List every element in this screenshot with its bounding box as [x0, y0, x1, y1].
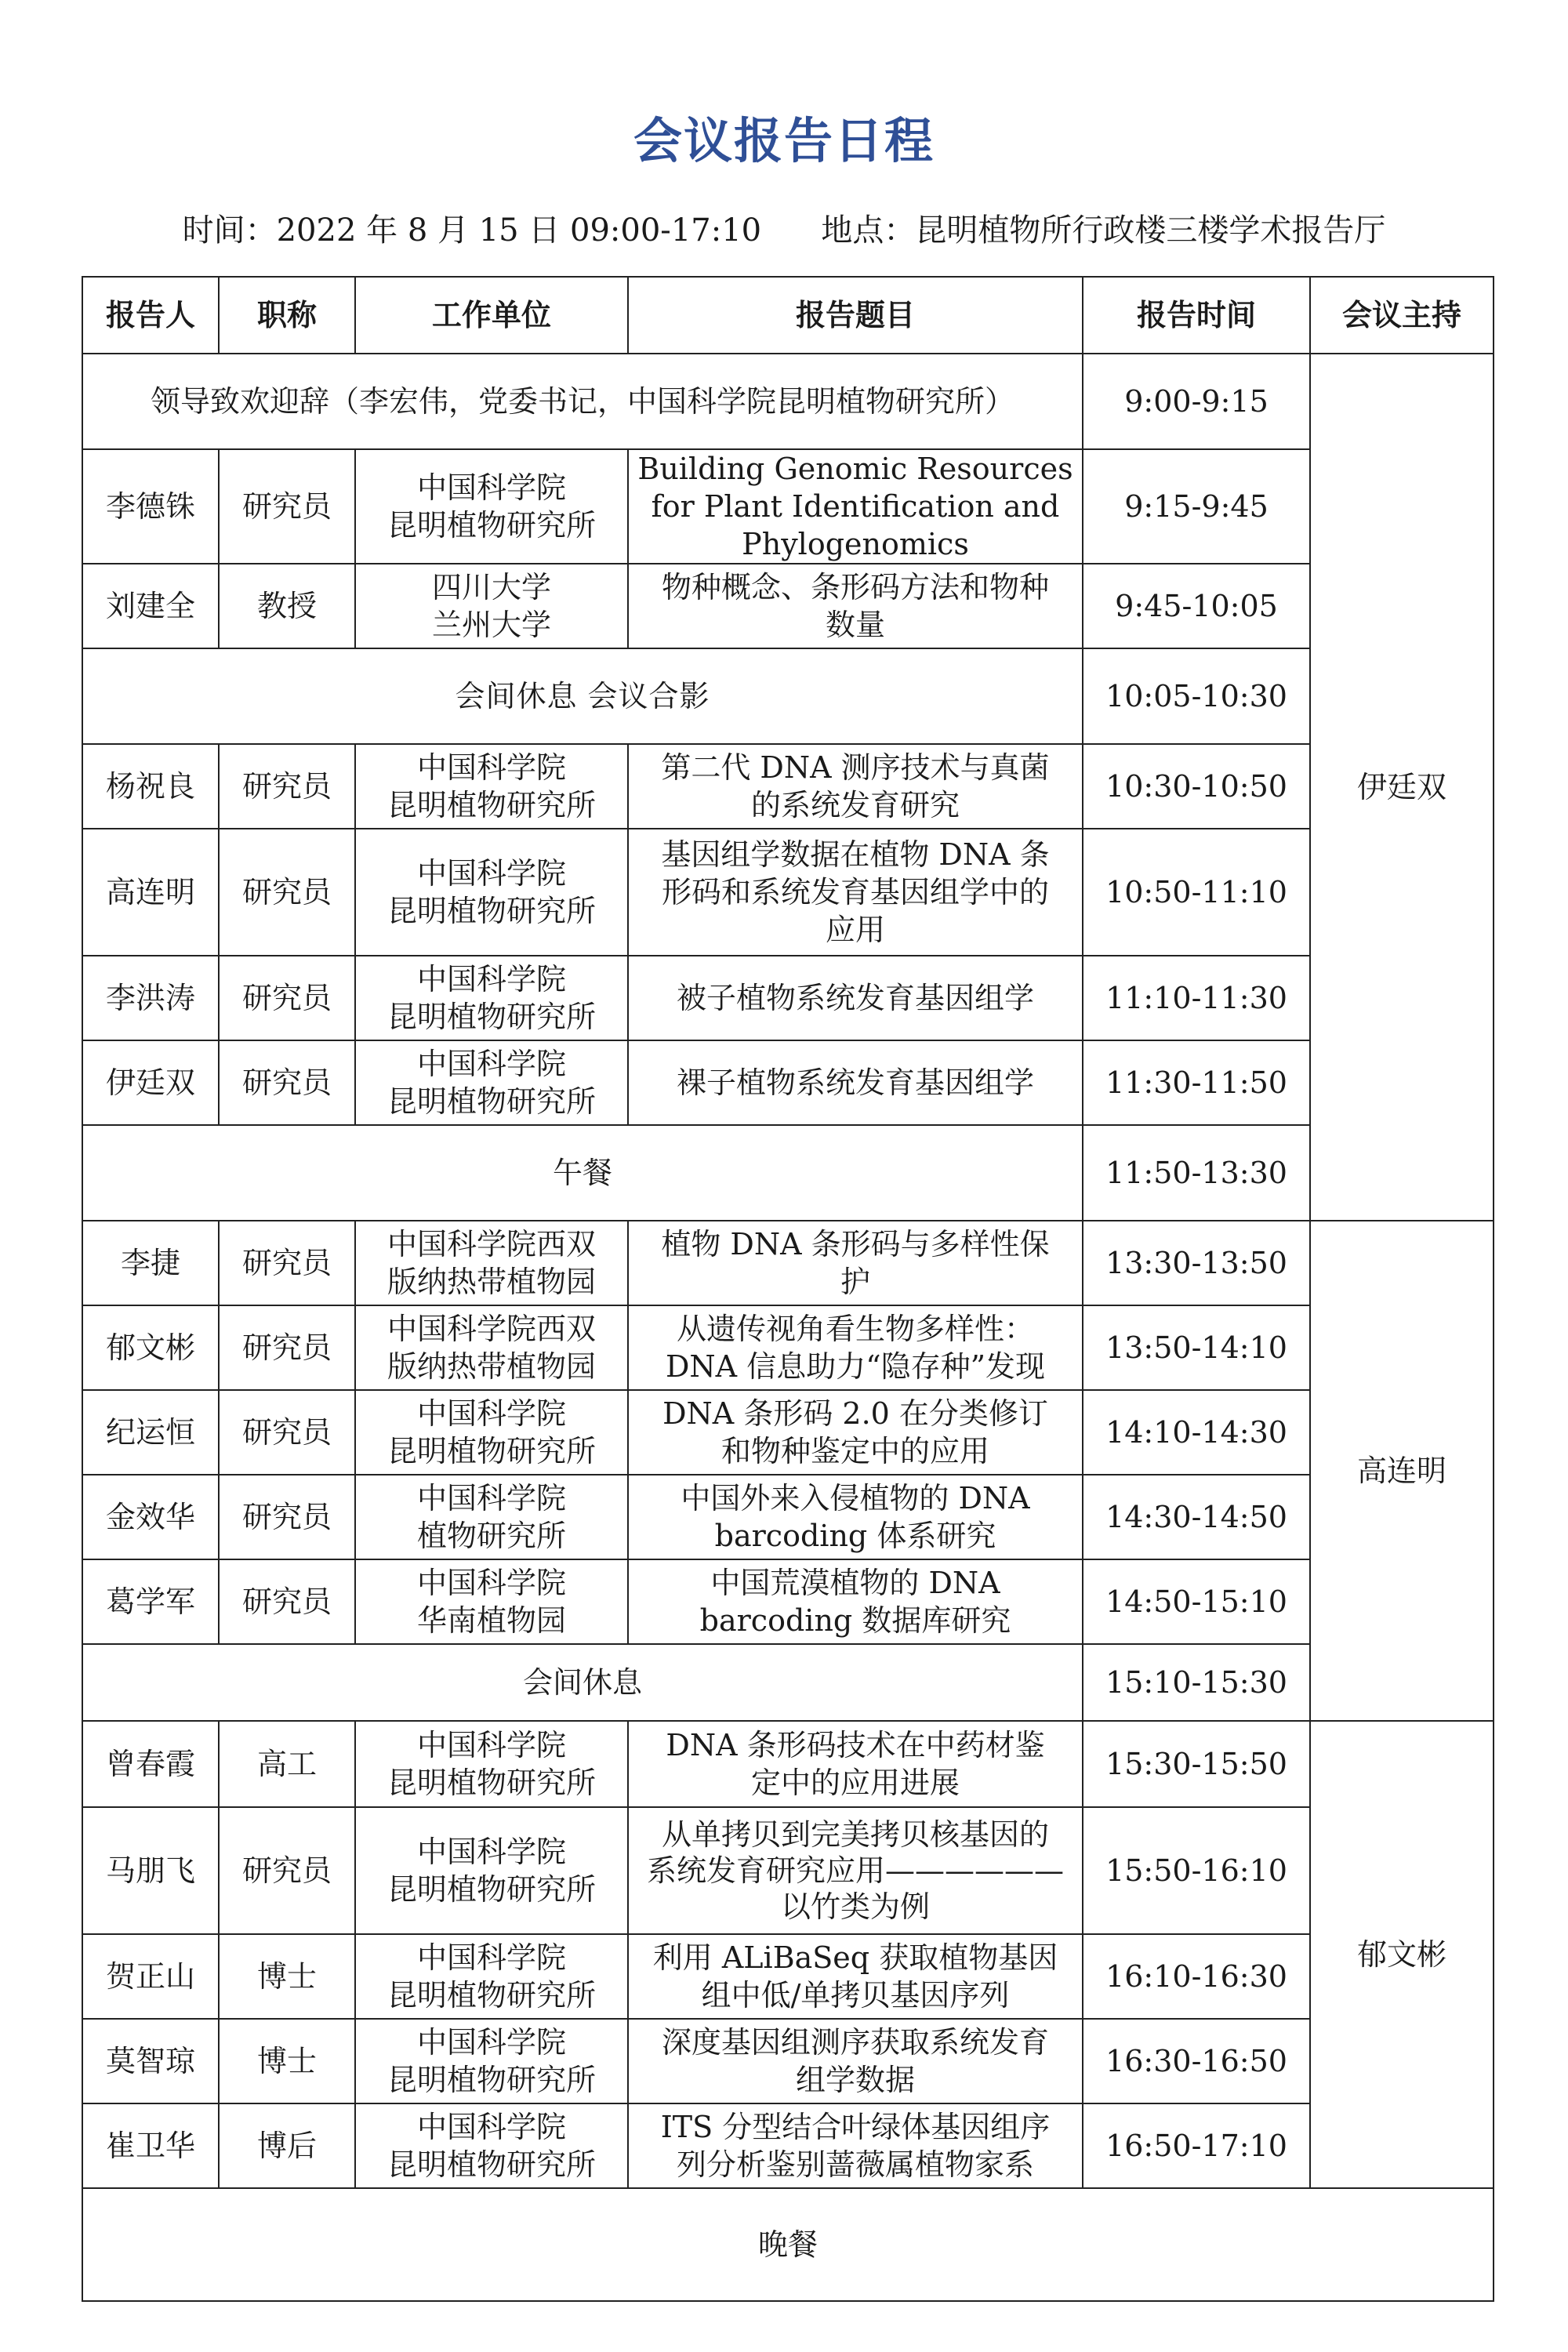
host-cell: 高连明 — [1310, 1221, 1494, 1721]
speaker-title: 研究员 — [219, 1390, 355, 1475]
speaker-org: 中国科学院 昆明植物研究所 — [355, 829, 628, 956]
col-header-speaker: 报告人 — [82, 277, 219, 354]
speaker-name: 贺正山 — [82, 1934, 219, 2019]
report-topic: 第二代 DNA 测序技术与真菌 的系统发育研究 — [628, 744, 1083, 829]
speaker-name: 曾春霞 — [82, 1721, 219, 1807]
table-row — [82, 1807, 1494, 1934]
col-header-topic: 报告题目 — [628, 277, 1083, 354]
table-row — [82, 648, 1494, 744]
report-time: 14:10-14:30 — [1083, 1390, 1310, 1475]
speaker-name: 纪运恒 — [82, 1390, 219, 1475]
table-row — [82, 2188, 1494, 2301]
col-header-org: 工作单位 — [355, 277, 628, 354]
speaker-title: 研究员 — [219, 744, 355, 829]
speaker-org: 中国科学院 昆明植物研究所 — [355, 744, 628, 829]
speaker-title: 研究员 — [219, 1305, 355, 1390]
speaker-org: 中国科学院 昆明植物研究所 — [355, 1040, 628, 1125]
speaker-org: 中国科学院 华南植物园 — [355, 1559, 628, 1644]
time-value: 2022 年 8 月 15 日 09:00-17:10 — [276, 212, 762, 249]
report-time: 10:50-11:10 — [1083, 829, 1310, 956]
speaker-title: 高工 — [219, 1721, 355, 1807]
report-time: 9:15-9:45 — [1083, 449, 1310, 564]
speaker-name: 李捷 — [82, 1221, 219, 1305]
speaker-org: 中国科学院 昆明植物研究所 — [355, 1721, 628, 1807]
report-topic: 利用 ALiBaSeq 获取植物基因 组中低/单拷贝基因序列 — [628, 1934, 1083, 2019]
speaker-title: 研究员 — [219, 1475, 355, 1559]
table-row — [82, 354, 1494, 449]
host-cell: 郁文彬 — [1310, 1721, 1494, 2188]
speaker-org: 中国科学院 昆明植物研究所 — [355, 1807, 628, 1934]
table-row — [82, 2103, 1494, 2188]
speaker-title: 研究员 — [219, 449, 355, 564]
report-time: 15:30-15:50 — [1083, 1721, 1310, 1807]
speaker-org: 中国科学院 昆明植物研究所 — [355, 449, 628, 564]
report-time: 14:30-14:50 — [1083, 1475, 1310, 1559]
table-row — [82, 1644, 1494, 1721]
speaker-org: 中国科学院 植物研究所 — [355, 1475, 628, 1559]
speaker-name: 高连明 — [82, 829, 219, 956]
col-header-title: 职称 — [219, 277, 355, 354]
speaker-name: 马朋飞 — [82, 1807, 219, 1934]
host-cell: 伊廷双 — [1310, 354, 1494, 1221]
report-time: 16:50-17:10 — [1083, 2103, 1310, 2188]
report-topic: 基因组学数据在植物 DNA 条 形码和系统发育基因组学中的 应用 — [628, 829, 1083, 956]
speaker-name: 李德铢 — [82, 449, 219, 564]
header-row — [82, 277, 1494, 354]
speaker-org: 中国科学院 昆明植物研究所 — [355, 2103, 628, 2188]
report-time: 10:05-10:30 — [1083, 648, 1310, 744]
table-row — [82, 449, 1494, 564]
speaker-title: 博士 — [219, 1934, 355, 2019]
report-time: 15:10-15:30 — [1083, 1644, 1310, 1721]
table-row — [82, 1221, 1494, 1305]
break-label: 会间休息 会议合影 — [82, 648, 1083, 744]
speaker-name: 崔卫华 — [82, 2103, 219, 2188]
report-time: 11:50-13:30 — [1083, 1125, 1310, 1221]
speaker-name: 莫智琼 — [82, 2019, 219, 2103]
report-topic: 中国外来入侵植物的 DNA barcoding 体系研究 — [628, 1475, 1083, 1559]
report-topic: 植物 DNA 条形码与多样性保 护 — [628, 1221, 1083, 1305]
report-time: 11:30-11:50 — [1083, 1040, 1310, 1125]
col-header-host: 会议主持 — [1310, 277, 1494, 354]
table-row — [82, 564, 1494, 648]
speaker-title: 研究员 — [219, 1807, 355, 1934]
report-time: 11:10-11:30 — [1083, 956, 1310, 1040]
report-topic: ITS 分型结合叶绿体基因组序 列分析鉴别蔷薇属植物家系 — [628, 2103, 1083, 2188]
report-topic: 中国荒漠植物的 DNA barcoding 数据库研究 — [628, 1559, 1083, 1644]
table-row — [82, 744, 1494, 829]
speaker-name: 金效华 — [82, 1475, 219, 1559]
table-row — [82, 1475, 1494, 1559]
speaker-org: 中国科学院 昆明植物研究所 — [355, 956, 628, 1040]
lunch-label: 午餐 — [82, 1125, 1083, 1221]
speaker-name: 葛学军 — [82, 1559, 219, 1644]
speaker-title: 研究员 — [219, 1221, 355, 1305]
report-time: 15:50-16:10 — [1083, 1807, 1310, 1934]
report-time: 16:30-16:50 — [1083, 2019, 1310, 2103]
report-time: 9:45-10:05 — [1083, 564, 1310, 648]
time-label: 时间： — [182, 212, 277, 249]
speaker-title: 教授 — [219, 564, 355, 648]
table-row — [82, 1040, 1494, 1125]
place-label: 地点： — [821, 212, 916, 249]
report-topic: 从遗传视角看生物多样性： DNA 信息助力“隐存种”发现 — [628, 1305, 1083, 1390]
col-header-time: 报告时间 — [1083, 277, 1310, 354]
table-row — [82, 829, 1494, 956]
speaker-title: 研究员 — [219, 1559, 355, 1644]
speaker-org: 中国科学院西双 版纳热带植物园 — [355, 1221, 628, 1305]
report-time: 14:50-15:10 — [1083, 1559, 1310, 1644]
place-value: 昆明植物所行政楼三楼学术报告厅 — [915, 212, 1386, 249]
speaker-title: 研究员 — [219, 956, 355, 1040]
speaker-title: 研究员 — [219, 829, 355, 956]
report-topic: 从单拷贝到完美拷贝核基因的 系统发育研究应用—————— 以竹类为例 — [628, 1807, 1083, 1934]
report-time: 9:00-9:15 — [1083, 354, 1310, 449]
speaker-org: 中国科学院 昆明植物研究所 — [355, 1390, 628, 1475]
speaker-title: 博后 — [219, 2103, 355, 2188]
page-title: 会议报告日程 — [633, 112, 935, 169]
table-row — [82, 1934, 1494, 2019]
table-row — [82, 1125, 1494, 1221]
speaker-name: 刘建全 — [82, 564, 219, 648]
report-time: 16:10-16:30 — [1083, 1934, 1310, 2019]
report-topic: Building Genomic Resources for Plant Identification and Phylogenomics — [628, 449, 1083, 564]
report-time: 13:50-14:10 — [1083, 1305, 1310, 1390]
welcome-speech: 领导致欢迎辞（李宏伟，党委书记，中国科学院昆明植物研究所） — [82, 354, 1083, 449]
speaker-org: 中国科学院西双 版纳热带植物园 — [355, 1305, 628, 1390]
table-row — [82, 956, 1494, 1040]
report-topic: 裸子植物系统发育基因组学 — [628, 1040, 1083, 1125]
report-time: 13:30-13:50 — [1083, 1221, 1310, 1305]
report-topic: 深度基因组测序获取系统发育 组学数据 — [628, 2019, 1083, 2103]
break-label: 会间休息 — [82, 1644, 1083, 1721]
report-topic: 物种概念、条形码方法和物种 数量 — [628, 564, 1083, 648]
report-topic: DNA 条形码 2.0 在分类修订 和物种鉴定中的应用 — [628, 1390, 1083, 1475]
schedule-table — [82, 276, 1494, 2302]
report-topic: DNA 条形码技术在中药材鉴 定中的应用进展 — [628, 1721, 1083, 1807]
table-row — [82, 1390, 1494, 1475]
speaker-org: 四川大学 兰州大学 — [355, 564, 628, 648]
speaker-org: 中国科学院 昆明植物研究所 — [355, 1934, 628, 2019]
report-topic: 被子植物系统发育基因组学 — [628, 956, 1083, 1040]
table-row — [82, 1721, 1494, 1807]
speaker-org: 中国科学院 昆明植物研究所 — [355, 2019, 628, 2103]
table-row — [82, 2019, 1494, 2103]
speaker-title: 博士 — [219, 2019, 355, 2103]
table-row — [82, 1305, 1494, 1390]
speaker-name: 郁文彬 — [82, 1305, 219, 1390]
speaker-name: 李洪涛 — [82, 956, 219, 1040]
speaker-title: 研究员 — [219, 1040, 355, 1125]
table-row — [82, 1559, 1494, 1644]
dinner-label: 晚餐 — [82, 2188, 1494, 2301]
speaker-name: 杨祝良 — [82, 744, 219, 829]
report-time: 10:30-10:50 — [1083, 744, 1310, 829]
meeting-info — [0, 205, 1568, 250]
speaker-name: 伊廷双 — [82, 1040, 219, 1125]
